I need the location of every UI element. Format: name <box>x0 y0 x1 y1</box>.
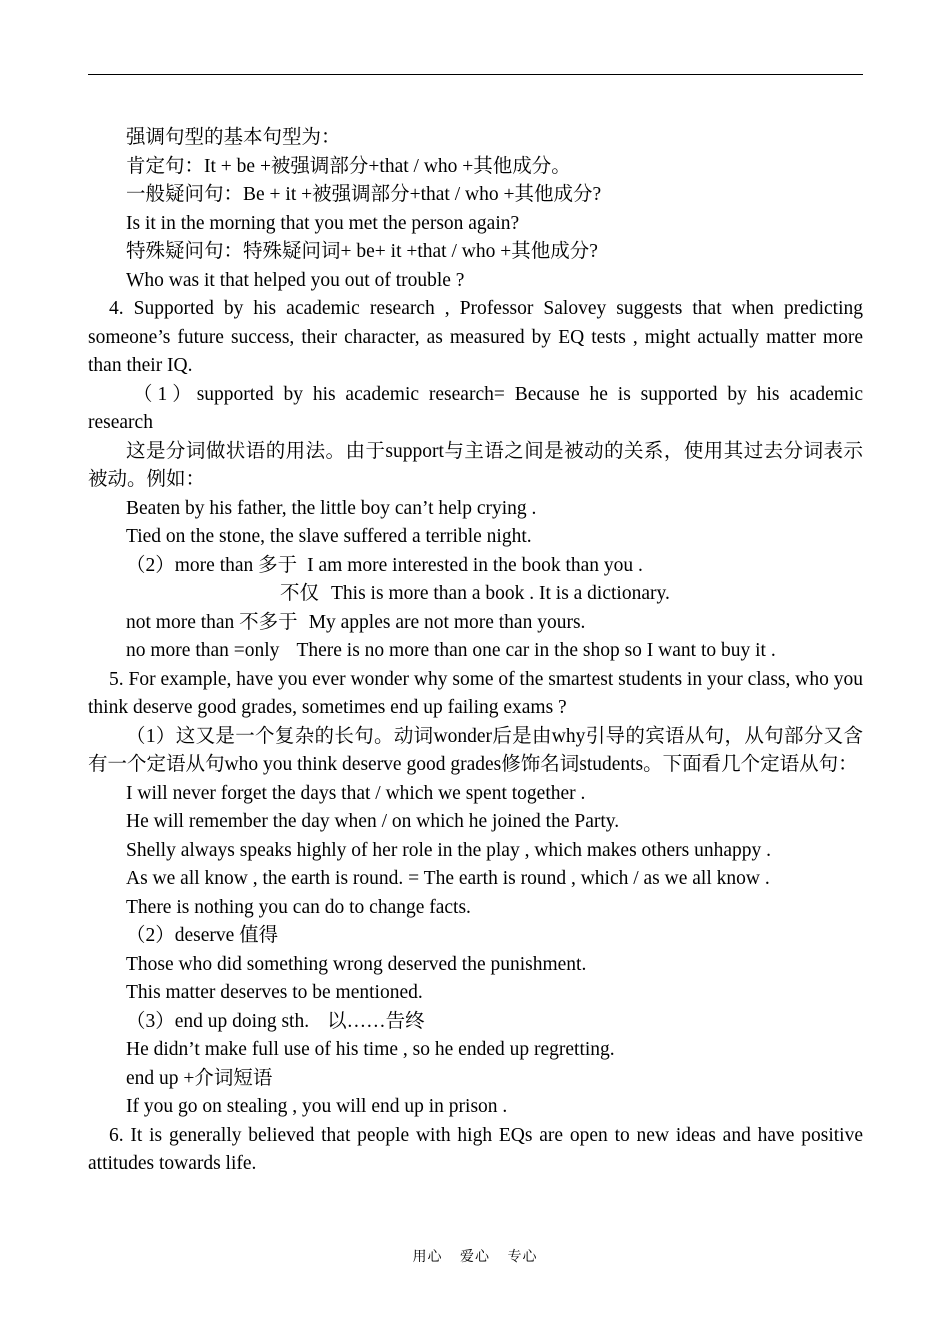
phrase-more-than <box>88 552 863 581</box>
page-footer <box>0 1246 950 1266</box>
phrase-end-up <box>88 1008 863 1037</box>
document-body <box>88 124 863 1179</box>
phrase-term: 不仅 <box>280 583 320 604</box>
phrase-term: no more than =only <box>126 640 280 661</box>
example-sentence: As we all know , the earth is round. = The earth is round , which / as we all know . <box>126 868 770 889</box>
example-sentence: Those who did something wrong deserved the punishment. <box>126 953 587 975</box>
example-sentence: He will remember the day when / on which he joined the Party. <box>126 811 620 832</box>
example-sentence: If you go on stealing , you will end up in prison . <box>126 1096 508 1117</box>
paragraph-5: 5. For example, have you ever wonder why some of the smartest students in your class, who you think deserve good grades, sometimes end up failing exams ? <box>88 668 863 718</box>
paragraph-4: 4. Supported by his academic research , Professor Salovey suggests that when predicting someone’s future success, their character, as measured by EQ tests , might actually matter more than their IQ. <box>88 298 863 376</box>
header-rule <box>88 74 863 75</box>
paragraph-5-note-1: （1）这又是一个复杂的长句。动词wonder后是由why引导的宾语从句，从句部分又含有一个定语从句who you think deserve good grades修饰名词students。下面看几个定语从句： <box>88 725 863 775</box>
example-sentence: end up +介词短语 <box>126 1067 273 1089</box>
text-line: 肯定句：It + be +被强调部分+that / who +其他成分。 <box>126 155 571 177</box>
paragraph-6: 6. It is generally believed that people with high EQs are open to new ideas and have positive attitudes towards life. <box>88 1124 863 1174</box>
phrase-meaning: 以……告终 <box>327 1010 425 1032</box>
example-sentence: I will never forget the days that / which we spent together . <box>126 782 586 804</box>
phrase-example: This is more than a book . It is a dictionary. <box>331 583 670 604</box>
phrase-example: I am more interested in the book than you . <box>307 554 643 576</box>
example-sentence: Shelly always speaks highly of her role in the play , which makes others unhappy . <box>126 839 771 861</box>
phrase-deserve: （2）deserve 值得 <box>126 925 279 946</box>
phrase-term: （2）more than 多于 <box>126 554 298 576</box>
footer-word: 用心 <box>412 1249 443 1265</box>
paragraph-4-note-1: （1）supported by his academic research= Because he is supported by his academic research <box>88 383 863 433</box>
paragraph-4-note-1-cn: 这是分词做状语的用法。由于support与主语之间是被动的关系，使用其过去分词表示被动。例如： <box>88 440 863 490</box>
text-line: 一般疑问句：Be + it +被强调部分+that / who +其他成分? <box>126 184 602 205</box>
text-line: 强调句型的基本句型为： <box>126 127 341 148</box>
phrase-term: （3）end up doing sth. <box>126 1010 310 1032</box>
text-line: 特殊疑问句：特殊疑问词+ be+ it +that / who +其他成分? <box>126 241 598 262</box>
phrase-term: not more than 不多于 <box>126 611 298 633</box>
example-sentence: This matter deserves to be mentioned. <box>126 982 423 1003</box>
phrase-not-more-than <box>88 609 863 638</box>
example-sentence: There is nothing you can do to change facts. <box>126 896 471 918</box>
text-line: Who was it that helped you out of trouble ? <box>126 269 465 291</box>
phrase-example: There is no more than one car in the shop so I want to buy it . <box>296 640 776 661</box>
text-line: Is it in the morning that you met the person again? <box>126 212 520 234</box>
example-sentence: He didn’t make full use of his time , so he ended up regretting. <box>126 1039 615 1060</box>
phrase-more-than-2 <box>88 580 863 609</box>
footer-word: 爱心 <box>460 1249 490 1265</box>
example-sentence: Tied on the stone, the slave suffered a terrible night. <box>126 526 532 547</box>
footer-word: 专心 <box>507 1249 538 1265</box>
phrase-example: My apples are not more than yours. <box>308 611 586 633</box>
example-sentence: Beaten by his father, the little boy can’t help crying . <box>126 497 537 519</box>
phrase-no-more-than <box>88 637 863 666</box>
